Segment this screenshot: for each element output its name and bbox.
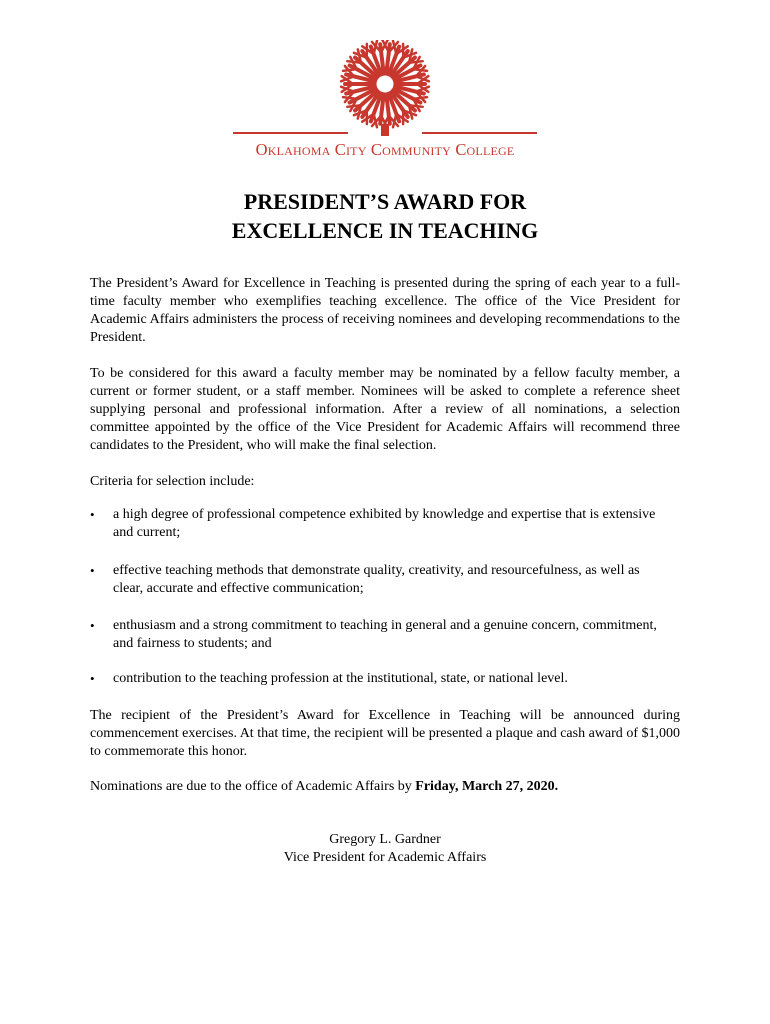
deadline-prefix: Nominations are due to the office of Academic Affairs by: [90, 779, 416, 794]
criteria-item-text: a high degree of professional competence exhibited by knowledge and expertise that is extensive and current;: [113, 507, 656, 540]
bullet-icon: •: [90, 507, 95, 522]
criteria-item-text: enthusiasm and a strong commitment to teaching in general and a genuine concern, commitment, and fairness to students; and: [113, 618, 657, 651]
college-logo: [230, 40, 540, 165]
signatory-name: Gregory L. Gardner: [329, 832, 441, 847]
bullet-icon: •: [90, 671, 95, 686]
page-title-line1: PRESIDENT’S AWARD FOR: [243, 189, 527, 214]
bullet-icon: •: [90, 563, 95, 578]
intro-paragraph: The President’s Award for Excellence in Teaching is presented during the spring of each year to a full-time faculty member who exemplifies teaching excellence. The office of the Vice President for Academic Affairs administers the process of receiving nominees and developing recommendations to the President.: [90, 276, 680, 345]
nomination-paragraph: To be considered for this award a faculty member may be nominated by a fellow faculty member, a current or former student, or a staff member. Nominees will be asked to complete a reference sheet supplying personal and professional information. After a review of all nominations, a selection committee appointed by the office of the Vice President for Academic Affairs will recommend three candidates to the President, who will make the final selection.: [90, 366, 680, 453]
signatory-title: Vice President for Academic Affairs: [283, 850, 487, 865]
deadline-paragraph: [90, 778, 680, 796]
tree-emblem-icon: [230, 40, 540, 140]
page-title-line2: EXCELLENCE IN TEACHING: [231, 218, 539, 243]
deadline-date: Friday, March 27, 2020.: [415, 779, 559, 794]
bullet-icon: •: [90, 618, 95, 633]
criteria-intro: Criteria for selection include:: [90, 474, 255, 489]
recipient-paragraph: The recipient of the President’s Award for Excellence in Teaching will be announced during commencement exercises. At that time, the recipient will be presented a plaque and cash award of $1,000 to commemorate this honor.: [90, 708, 680, 759]
criteria-item-text: contribution to the teaching profession at the institutional, state, or national level.: [113, 671, 568, 686]
criteria-item-text: effective teaching methods that demonstrate quality, creativity, and resourcefulness, as well as clear, accurate and effective communication;: [113, 563, 640, 596]
institution-name: Oklahoma City Community College: [255, 140, 515, 159]
